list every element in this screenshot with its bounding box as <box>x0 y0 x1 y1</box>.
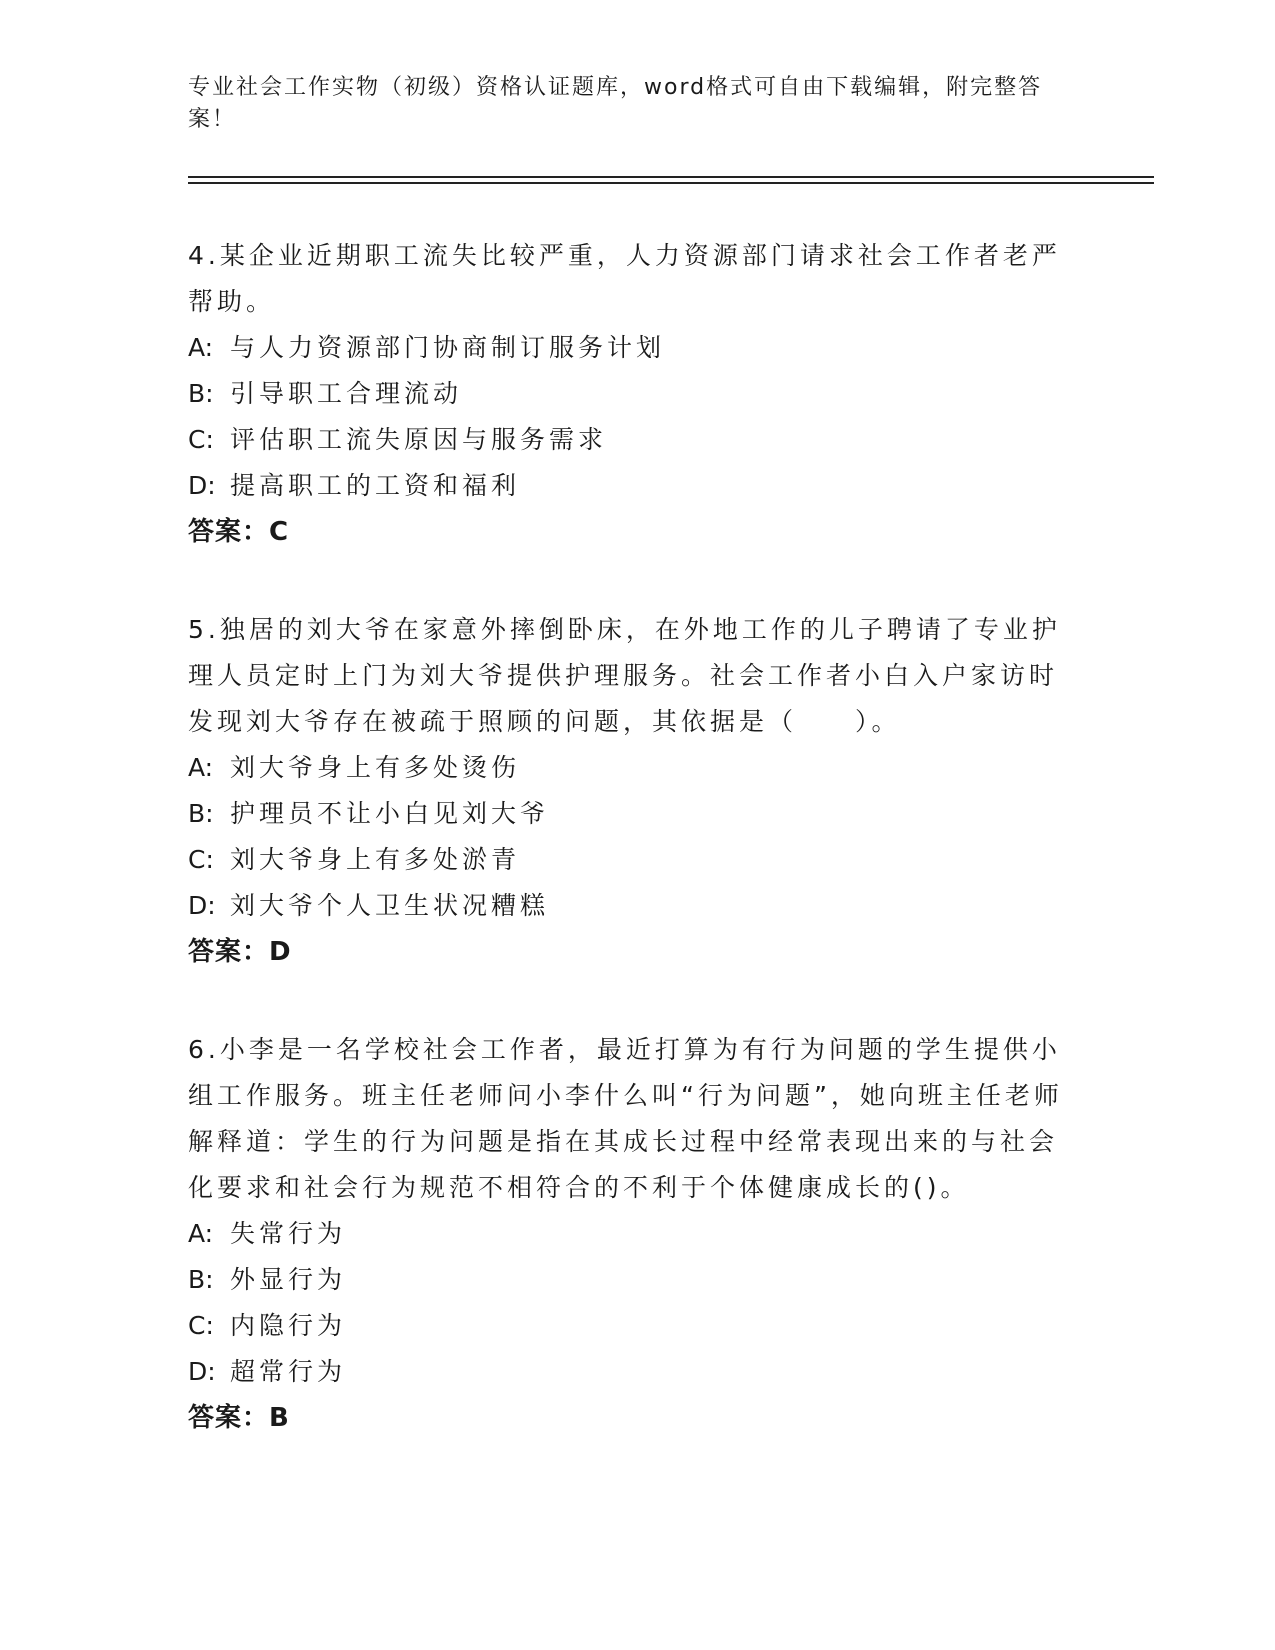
option-letter: D: <box>188 891 216 920</box>
header-rule-bottom <box>188 182 1154 184</box>
option-a <box>188 745 1068 791</box>
option-c <box>188 837 1068 883</box>
option-letter: A: <box>188 753 214 782</box>
question-6 <box>188 1027 1068 1441</box>
option-c <box>188 417 1068 463</box>
option-a <box>188 1211 1068 1257</box>
option-letter: B: <box>188 379 214 408</box>
option-text: 刘大爷身上有多处淤青 <box>230 845 521 874</box>
option-letter: C: <box>188 425 214 454</box>
option-d <box>188 463 1068 509</box>
option-text: 外显行为 <box>230 1265 347 1294</box>
answer-line: 答案：C <box>188 517 290 547</box>
option-d <box>188 883 1068 929</box>
option-letter: A: <box>188 1219 214 1248</box>
option-b <box>188 371 1068 417</box>
header-intro-text: 专业社会工作实物（初级）资格认证题库，word格式可自由下载编辑，附完整答案！ <box>188 75 1043 132</box>
option-letter: D: <box>188 1357 216 1386</box>
option-letter: A: <box>188 333 214 362</box>
option-letter: D: <box>188 471 216 500</box>
question-5 <box>188 607 1068 975</box>
option-text: 失常行为 <box>230 1219 347 1248</box>
option-b <box>188 1257 1068 1303</box>
question-stem: 5.独居的刘大爷在家意外摔倒卧床，在外地工作的儿子聘请了专业护理人员定时上门为刘大爷提供护理服务。社会工作者小白入户家访时发现刘大爷存在被疏于照顾的问题，其依据是（ ）。 <box>188 615 1061 736</box>
option-text: 超常行为 <box>230 1357 347 1386</box>
option-c <box>188 1303 1068 1349</box>
option-text: 刘大爷个人卫生状况糟糕 <box>230 891 550 920</box>
option-d <box>188 1349 1068 1395</box>
option-text: 内隐行为 <box>230 1311 347 1340</box>
option-letter: C: <box>188 845 214 874</box>
option-a <box>188 325 1068 371</box>
answer-line: 答案：B <box>188 1403 290 1433</box>
question-4 <box>188 233 1068 555</box>
question-stem: 6.小李是一名学校社会工作者，最近打算为有行为问题的学生提供小组工作服务。班主任老师问小李什么叫“行为问题”，她向班主任老师解释道：学生的行为问题是指在其成长过程中经常表现出来的与社会化要求和社会行为规范不相符合的不利于个体健康成长的()。 <box>188 1035 1063 1202</box>
option-letter: B: <box>188 799 214 828</box>
option-letter: C: <box>188 1311 214 1340</box>
document-header <box>188 72 1068 136</box>
option-b <box>188 791 1068 837</box>
option-text: 刘大爷身上有多处烫伤 <box>230 753 521 782</box>
option-text: 提高职工的工资和福利 <box>230 471 521 500</box>
option-text: 评估职工流失原因与服务需求 <box>230 425 608 454</box>
option-letter: B: <box>188 1265 214 1294</box>
header-rule-top <box>188 176 1154 178</box>
question-stem: 4.某企业近期职工流失比较严重，人力资源部门请求社会工作者老严帮助。 <box>188 241 1061 316</box>
question-list <box>188 233 1068 1493</box>
option-text: 引导职工合理流动 <box>230 379 463 408</box>
answer-line: 答案：D <box>188 937 292 967</box>
option-text: 与人力资源部门协商制订服务计划 <box>230 333 666 362</box>
option-text: 护理员不让小白见刘大爷 <box>230 799 550 828</box>
